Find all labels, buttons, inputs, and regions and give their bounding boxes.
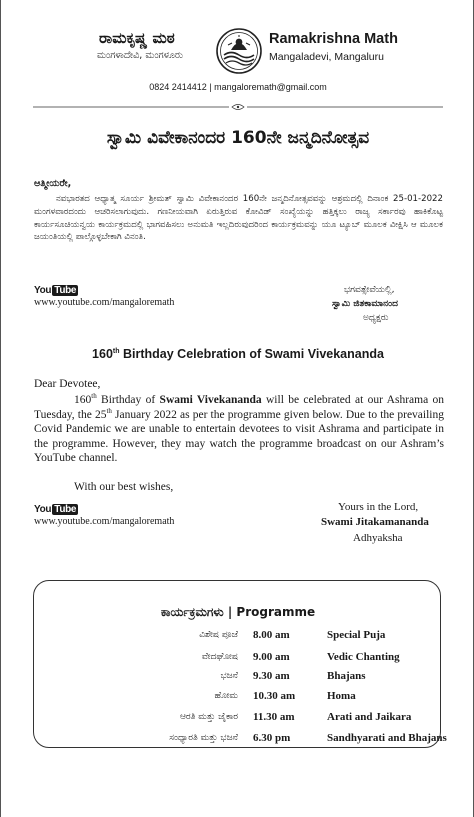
header-contact: 0824 2414412 | mangaloremath@gmail.com — [149, 82, 327, 92]
english-title-text: Birthday Celebration of Swami Vivekananda — [119, 347, 384, 361]
youtube-link[interactable]: www.youtube.com/mangaloremath — [34, 297, 175, 308]
youtube-you-text: You — [34, 504, 52, 515]
programme-item-english: Special Puja — [327, 629, 386, 641]
programme-item-kannada: ವೇದಘೋಷ — [201, 652, 238, 662]
kannada-body: ನವಭಾರತದ ಆಧ್ಯಾತ್ಮ ಸೂರ್ಯ ಶ್ರೀಮತ್ ಸ್ವಾಮಿ ವಿವೇಕಾನಂದರ 160ನೇ ಜನ್ಮದಿನೋತ್ಸವವನ್ನು ಆಶ್ರಮದಲ್ಲಿ ದಿನಾಂಕ 25-01-2022 ಮಂಗಳವಾರದಂದು ಆಚರಿಸಲಾಗುವುದು. ಗಣನೀಯವಾಗಿ ಏರುತ್ತಿರುವ ಕೋವಿಡ್ ಸಂಖ್ಯೆಯನ್ನು ಹತ್ತಿಕ್ಕಲು ರಾಜ್ಯ ಸರ್ಕಾರವು ಹಾಕಿಕೊಟ್ಟ ಕಾರ್ಯಸೂಚಿಯನ್ವಯ ಕಾರ್ಯಕ್ರಮದಲ್ಲಿ ಭಾಗವಹಿಸಲು ಅನುಮತಿ ಇಲ್ಲದಿರುವುದರಿಂದ ಕಾರ್ಯಕ್ರಮವನ್ನು ಯೂ ಟ್ಯೂಬ್ ಮೂಲಕ ವೀಕ್ಷಿಸಿ ಆ ಮೂಲಕ ಜಯಂತಿಯಲ್ಲಿ ಪಾಲ್ಗೊಳ್ಳಬೇಕಾಗಿ ವಿನಂತಿ. — [34, 194, 443, 243]
programme-item-time: 6.30 pm — [253, 732, 291, 744]
programme-item-time: 11.30 am — [253, 711, 295, 723]
ornamental-divider — [33, 103, 443, 111]
programme-item-english: Arati and Jaikara — [327, 711, 412, 723]
header-kannada-name: ರಾಮಕೃಷ್ಣ ಮಠ — [99, 29, 175, 47]
body-text: Birthday of — [96, 394, 160, 406]
english-title-number: 160 — [92, 347, 113, 361]
kannada-sign-salutation: ಭಗವತ್ಸೇವೆಯಲ್ಲಿ, — [344, 285, 395, 295]
body-sup-2: th — [106, 406, 112, 415]
english-title — [1, 347, 474, 361]
youtube-logo-icon — [34, 504, 78, 515]
programme-item-kannada: ಭಜನೆ — [220, 671, 238, 681]
header-english-place: Mangaladevi, Mangaluru — [269, 51, 384, 63]
english-sign-designation: Adhyaksha — [353, 532, 403, 544]
programme-item-kannada: ಆರತಿ ಮತ್ತು ಜೈಕಾರ — [179, 712, 238, 722]
programme-item-kannada: ಹೋಮ — [214, 691, 238, 701]
kannada-sign-name: ಸ್ವಾಮಿ ಜಿತಕಾಮಾನಂದ — [332, 299, 398, 309]
programme-item-english: Vedic Chanting — [327, 651, 400, 663]
kannada-greeting: ಆತ್ಮೀಯರೇ, — [34, 178, 72, 189]
youtube-you-text: You — [34, 285, 52, 296]
english-title-sup: th — [112, 347, 120, 355]
programme-item-time: 9.30 am — [253, 670, 290, 682]
body-text-2: will be celebrated at our Ashrama on Tuesday, the 25 — [34, 394, 445, 421]
english-wishes: With our best wishes, — [74, 481, 174, 493]
english-body — [34, 393, 444, 466]
header-english-name: Ramakrishna Math — [269, 31, 398, 47]
english-greeting: Dear Devotee, — [34, 378, 101, 390]
programme-item-time: 8.00 am — [253, 629, 290, 641]
english-sign-salutation: Yours in the Lord, — [338, 501, 419, 513]
body-sup: th — [91, 392, 97, 401]
programme-item-kannada: ವಿಶೇಷ ಪೂಜೆ — [199, 630, 238, 640]
programme-item-time: 10.30 am — [253, 690, 296, 702]
header-kannada-place: ಮಂಗಳಾದೇವಿ, ಮಂಗಳೂರು — [97, 50, 183, 61]
english-sign-name: Swami Jitakamananda — [321, 516, 429, 528]
programme-heading: ಕಾರ್ಯಕ್ರಮಗಳು | Programme — [160, 605, 316, 619]
youtube-logo-icon — [34, 285, 78, 296]
kannada-sign-designation: ಅಧ್ಯಕ್ಷರು — [363, 313, 389, 323]
body-text-3: January 2022 as per the programme given below. Due to the prevailing Covid Pandemic we are unable to entertain devotees to visit Ashrama and participate in the programme. However, they may watch the programme broadcast on our Ashram’s YouTube channel. — [34, 408, 444, 465]
youtube-link[interactable]: www.youtube.com/mangaloremath — [34, 516, 175, 527]
programme-item-english: Homa — [327, 690, 356, 702]
programme-item-english: Bhajans — [327, 670, 366, 682]
programme-item-kannada: ಸಂಧ್ಯಾರತಿ ಮತ್ತು ಭಜನೆ — [169, 733, 238, 743]
body-number: 160 — [74, 394, 92, 406]
body-swami-name: Swami Vivekananda — [159, 394, 262, 406]
youtube-tube-text: Tube — [54, 504, 77, 515]
programme-item-time: 9.00 am — [253, 651, 290, 663]
kannada-title: ಸ್ವಾಮಿ ವಿವೇಕಾನಂದರ 160ನೇ ಜನ್ಮದಿನೋತ್ಸವ — [106, 128, 370, 148]
programme-item-english: Sandhyarati and Bhajans — [327, 732, 447, 744]
math-emblem-icon — [216, 28, 262, 74]
youtube-tube-text: Tube — [54, 285, 77, 296]
